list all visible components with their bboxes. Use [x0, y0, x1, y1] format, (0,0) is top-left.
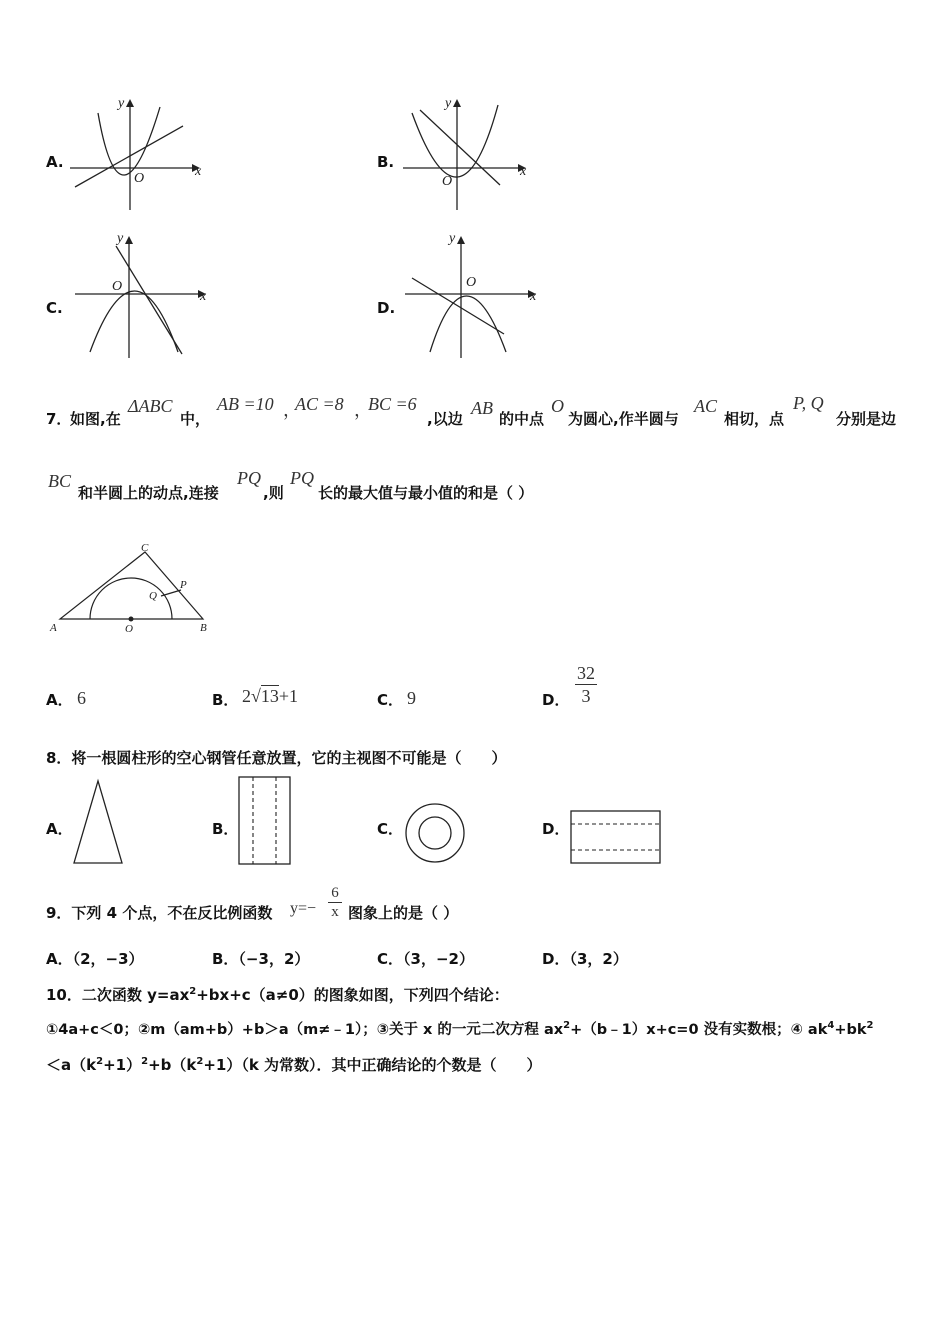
q7-text: 如图,在: [70, 410, 121, 428]
axis-y-label: y: [445, 96, 452, 111]
q7-option-c-value: 9: [407, 688, 416, 708]
origin-label: O: [134, 171, 145, 186]
q7-text: 为圆心,作半圆与: [568, 410, 679, 428]
q7-option-c-label: C．: [377, 691, 404, 709]
q7-option-d-label: D．: [542, 691, 570, 709]
q9-option-a: A．（2，−3）: [46, 950, 144, 968]
addend: +1: [278, 686, 299, 706]
denominator: 3: [581, 686, 591, 706]
q8-option-a-label: A．: [46, 820, 73, 838]
q6-graph-d: [400, 230, 545, 360]
q7-comma: ，: [283, 400, 301, 420]
q10-text: +bx+c（a≠0）的图象如图，下列四个结论：: [196, 986, 509, 1004]
point-o-label: O: [125, 623, 133, 635]
q7-text: 和半圆上的动点,连接: [78, 484, 219, 502]
q9-fraction: [328, 884, 342, 921]
q7-ab: AB: [471, 398, 493, 418]
q7-option-b-label: B．: [212, 691, 239, 709]
q7-ac: AC: [694, 396, 718, 416]
q7-pq: P, Q: [793, 393, 824, 413]
origin-label: O: [112, 279, 123, 294]
point-p-label: P: [180, 579, 187, 591]
axis-y-label: y: [117, 231, 124, 246]
q8-figure-d-horizontal-pipe: [568, 808, 664, 868]
axis-y-label: y: [449, 231, 456, 246]
q6-graph-b: [400, 95, 540, 215]
q8-option-c-label: C．: [377, 820, 404, 838]
q6-graph-a: [70, 95, 210, 215]
q10-text: +（b﹣1）x+c=0 没有实数根；④ ak: [570, 1022, 828, 1038]
q7-option-d-fraction: [575, 662, 597, 707]
q8-option-d-label: D．: [542, 820, 570, 838]
q9-option-d: D．（3，2）: [542, 950, 628, 968]
point-b-label: B: [200, 622, 207, 634]
q8-figure-b-vertical-pipe: [236, 775, 296, 867]
superscript: 2: [563, 1020, 571, 1032]
q9-text: 9．下列 4 个点，不在反比例函数: [46, 904, 273, 922]
q7-comma: ，: [354, 400, 372, 420]
q10-text: +b（k: [148, 1056, 197, 1074]
coefficient: 2: [242, 686, 251, 706]
q10-text: +bk: [834, 1022, 867, 1038]
axis-x-label: x: [195, 164, 202, 179]
superscript: 2: [866, 1020, 874, 1032]
q7-o: O: [551, 396, 564, 416]
numerator: 32: [577, 663, 595, 683]
q6-option-a-label: A.: [46, 153, 64, 171]
axis-x-label: x: [520, 164, 527, 179]
q7-text: 的中点: [499, 410, 545, 428]
superscript: 4: [827, 1020, 835, 1032]
axis-y-label: y: [118, 96, 125, 111]
q8-figure-a-triangle: [70, 775, 130, 867]
numerator: 6: [328, 884, 342, 903]
q7-text: ,以边: [427, 410, 463, 428]
q8-option-b-label: B．: [212, 820, 239, 838]
q9-text: 图象上的是（ ）: [348, 904, 459, 922]
superscript: 2: [196, 1056, 204, 1067]
q7-text: 分别是边: [836, 410, 897, 428]
q9-fraction-lhs: y=−: [290, 900, 317, 917]
q10-text: ＜a（k: [46, 1056, 97, 1074]
q7-ab-length: AB =10: [217, 394, 274, 414]
superscript: 2: [141, 1056, 149, 1067]
q10-text: ①4a+c＜0；②m（am+b）+b＞a（m≠﹣1）；③关于 x 的一元二次方程 ax: [46, 1022, 564, 1038]
q7-text: 长的最大值与最小值的和是（ ）: [318, 484, 534, 502]
q6-option-c-label: C.: [46, 299, 63, 317]
radical-sign: √: [251, 686, 261, 706]
q10-line-2: [46, 1018, 873, 1039]
q10-text: +1）（k 为常数）．其中正确结论的个数是（ ）: [203, 1056, 542, 1074]
q10-line-1: [46, 984, 509, 1005]
superscript: 2: [189, 986, 197, 997]
superscript: 2: [96, 1056, 104, 1067]
q7-text: 中，: [180, 410, 211, 428]
q7-pq: PQ: [290, 468, 314, 488]
q7-option-a-label: A．: [46, 691, 73, 709]
q7-pq: PQ: [237, 468, 261, 488]
q10-line-3: [46, 1054, 542, 1075]
point-a-label: A: [50, 622, 57, 634]
q7-number: 7．: [46, 410, 72, 428]
denominator: x: [331, 904, 339, 920]
point-c-label: C: [141, 542, 149, 554]
origin-label: O: [442, 174, 453, 189]
q6-option-b-label: B.: [377, 153, 395, 171]
q7-bc: BC: [48, 471, 72, 491]
q7-option-b-value: [242, 686, 298, 707]
q10-text: +1）: [103, 1056, 142, 1074]
point-q-label: Q: [149, 590, 157, 602]
q7-bc-length: BC =6: [368, 394, 417, 414]
axis-x-label: x: [200, 289, 207, 304]
q10-text: 10．二次函数 y=ax: [46, 986, 190, 1004]
radicand: 13: [260, 686, 279, 706]
q8-text: 8．将一根圆柱形的空心钢管任意放置，它的主视图不可能是（ ）: [46, 749, 507, 767]
q7-text: ,则: [263, 484, 284, 502]
q9-option-b: B．（−3，2）: [212, 950, 310, 968]
axis-x-label: x: [530, 289, 537, 304]
q7-option-a-value: 6: [77, 688, 86, 708]
q6-graph-c: [70, 230, 215, 360]
q7-figure: [45, 535, 220, 640]
q7-ac-length: AC =8: [295, 394, 344, 414]
origin-label: O: [466, 275, 477, 290]
q7-text: 相切，点: [724, 410, 785, 428]
q6-option-d-label: D.: [377, 299, 396, 317]
q9-option-c: C．（3，−2）: [377, 950, 474, 968]
q8-figure-c-ring: [402, 797, 470, 869]
q7-triangle: ΔABC: [128, 396, 173, 416]
